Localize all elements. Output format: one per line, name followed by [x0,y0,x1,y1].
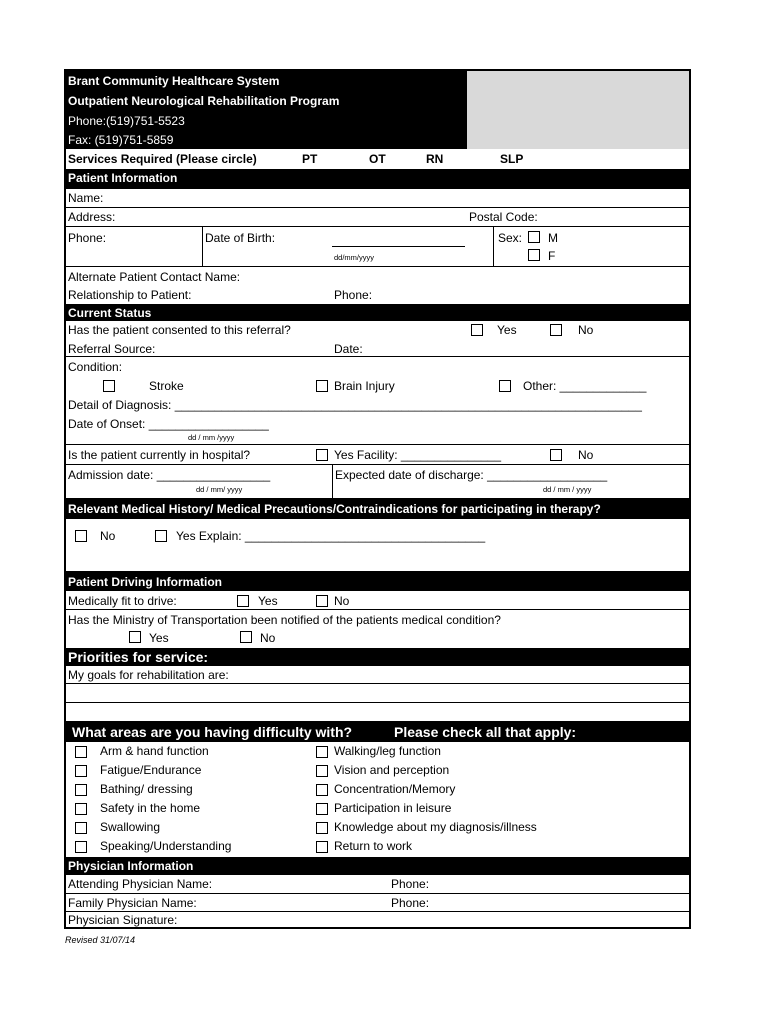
difficulty-walking-label: Walking/leg function [334,744,441,758]
family-label: Family Physician Name: [68,896,197,910]
difficulty-leisure-label: Participation in leisure [334,801,452,815]
history-section [66,519,689,571]
dob-label: Date of Birth: [205,231,276,245]
dob-field[interactable] [332,246,465,247]
fit-drive-row [66,591,689,610]
driving-heading: Patient Driving Information [66,571,689,591]
mto-no-label: No [260,631,276,645]
mto-no-checkbox[interactable] [240,631,252,643]
current-status-heading: Current Status [66,305,689,321]
difficulty-leisure-checkbox[interactable] [316,803,328,815]
name-row [66,189,689,208]
program-fax: Fax: (519)751-5859 [68,133,174,147]
difficulty-heading: What areas are you having difficulty with? [72,724,353,740]
stroke-checkbox[interactable] [103,380,115,392]
discharge-hint: dd / mm / yyyy [543,485,592,494]
difficulty-heading-check: Please check all that apply: [394,724,577,740]
difficulty-work-checkbox[interactable] [316,841,328,853]
difficulty-concentration-checkbox[interactable] [316,784,328,796]
difficulty-arm-label: Arm & hand function [100,744,209,758]
dob-hint: dd/mm/yyyy [334,253,375,262]
difficulty-heading-bar [66,722,689,742]
mto-yes-checkbox[interactable] [129,631,141,643]
onset-hint: dd / mm /yyyy [188,433,235,442]
physician-heading: Physician Information [66,857,689,875]
brain-injury-checkbox[interactable] [316,380,328,392]
services-label: Services Required (Please circle) [68,152,257,166]
patient-info-heading: Patient Information [66,170,689,189]
difficulty-bathing-checkbox[interactable] [75,784,87,796]
difficulty-fatigue-checkbox[interactable] [75,765,87,777]
relationship-label: Relationship to Patient: [68,288,192,302]
priorities-heading: Priorities for service: [66,648,689,666]
discharge-field[interactable]: Expected date of discharge: __________________ [335,468,608,482]
fit-drive-no-label: No [334,594,350,608]
difficulty-safety-label: Safety in the home [100,801,201,815]
sex-f-label: F [548,249,556,263]
brain-injury-label: Brain Injury [334,379,395,393]
admission-field[interactable]: Admission date: _________________ [68,468,271,482]
alt-phone-label: Phone: [334,288,373,302]
alt-contact-label: Alternate Patient Contact Name: [68,270,241,284]
history-no-label: No [100,529,116,543]
sex-f-checkbox[interactable] [528,249,540,261]
program-name: Outpatient Neurological Rehabilitation Program [68,94,340,108]
hospital-no-checkbox[interactable] [550,449,562,461]
difficulty-vision-checkbox[interactable] [316,765,328,777]
difficulty-concentration-label: Concentration/Memory [334,782,456,796]
difficulty-knowledge-label: Knowledge about my diagnosis/illness [334,820,537,834]
attending-label: Attending Physician Name: [68,877,213,891]
difficulty-bathing-label: Bathing/ dressing [100,782,193,796]
name-label: Name: [68,191,104,205]
difficulty-safety-checkbox[interactable] [75,803,87,815]
hospital-row [66,445,689,465]
attending-row [66,875,689,894]
difficulty-list [66,742,689,855]
goals-line-2[interactable] [66,684,689,703]
family-row [66,894,689,912]
consent-yes-label: Yes [497,323,517,337]
hospital-yes-facility[interactable]: Yes Facility: _______________ [334,448,502,462]
fit-drive-no-checkbox[interactable] [316,595,328,607]
difficulty-knowledge-checkbox[interactable] [316,822,328,834]
admission-hint: dd / mm/ yyyy [196,485,243,494]
family-phone-label: Phone: [391,896,430,910]
difficulty-walking-checkbox[interactable] [316,746,328,758]
goals-label: My goals for rehabilitation are: [68,668,229,682]
sex-m-label: M [548,231,558,245]
referral-date-label: Date: [334,342,363,356]
mto-question: Has the Ministry of Transportation been notified of the patients medical condition? [68,613,501,627]
other-checkbox[interactable] [499,380,511,392]
history-heading: Relevant Medical History/ Medical Precautions/Contraindications for participating in therapy? [66,499,689,519]
condition-row [66,357,689,445]
program-phone: Phone:(519)751-5523 [68,114,185,128]
difficulty-speaking-label: Speaking/Understanding [100,839,232,853]
hospital-question: Is the patient currently in hospital? [68,448,251,462]
difficulty-swallowing-label: Swallowing [100,820,161,834]
consent-row [66,321,689,357]
difficulty-speaking-checkbox[interactable] [75,841,87,853]
address-label: Address: [68,210,116,224]
phone-dob-row [66,227,689,267]
address-row [66,208,689,227]
postal-label: Postal Code: [469,210,538,224]
org-name: Brant Community Healthcare System [68,74,280,88]
referral-source-label: Referral Source: [68,342,156,356]
revised-date: Revised 31/07/14 [65,935,136,945]
stroke-label: Stroke [149,379,184,393]
mto-yes-label: Yes [149,631,169,645]
sex-label: Sex: [498,231,523,245]
consent-no-label: No [578,323,594,337]
condition-label: Condition: [68,360,123,374]
fit-drive-yes-label: Yes [258,594,278,608]
hospital-no-label: No [578,448,594,462]
other-label[interactable]: Other: _____________ [523,379,647,393]
mto-section [66,610,689,647]
service-slp[interactable]: SLP [500,152,524,166]
logo-area [467,71,689,149]
service-pt[interactable]: PT [302,152,318,166]
fit-drive-yes-checkbox[interactable] [237,595,249,607]
hospital-yes-checkbox[interactable] [316,449,328,461]
history-yes-checkbox[interactable] [155,530,167,542]
fit-drive-label: Medically fit to drive: [68,594,177,608]
signature-label: Physician Signature: [68,913,178,927]
difficulty-arm-checkbox[interactable] [75,746,87,758]
goals-line-3[interactable] [66,703,689,722]
history-no-checkbox[interactable] [75,530,87,542]
difficulty-work-label: Return to work [334,839,413,853]
alt-contact-row [66,267,689,305]
phone-label: Phone: [68,231,107,245]
service-ot[interactable]: OT [369,152,386,166]
form-header [66,71,467,149]
difficulty-vision-label: Vision and perception [334,763,450,777]
difficulty-swallowing-checkbox[interactable] [75,822,87,834]
consent-yes-checkbox[interactable] [471,324,483,336]
consent-no-checkbox[interactable] [550,324,562,336]
goals-row[interactable] [66,666,689,684]
referral-form [64,69,691,929]
difficulty-fatigue-label: Fatigue/Endurance [100,763,202,777]
onset-field[interactable]: Date of Onset: __________________ [68,417,269,431]
service-rn[interactable]: RN [426,152,444,166]
sex-m-checkbox[interactable] [528,231,540,243]
consent-question: Has the patient consented to this referral? [68,323,291,337]
history-yes-explain[interactable]: Yes Explain: ____________________________________ [176,529,486,543]
diagnosis-detail-field[interactable]: Detail of Diagnosis: ______________________________________________________________________ [68,398,642,412]
signature-row [66,912,689,929]
services-row [66,149,689,170]
attending-phone-label: Phone: [391,877,430,891]
admission-row [66,465,689,499]
